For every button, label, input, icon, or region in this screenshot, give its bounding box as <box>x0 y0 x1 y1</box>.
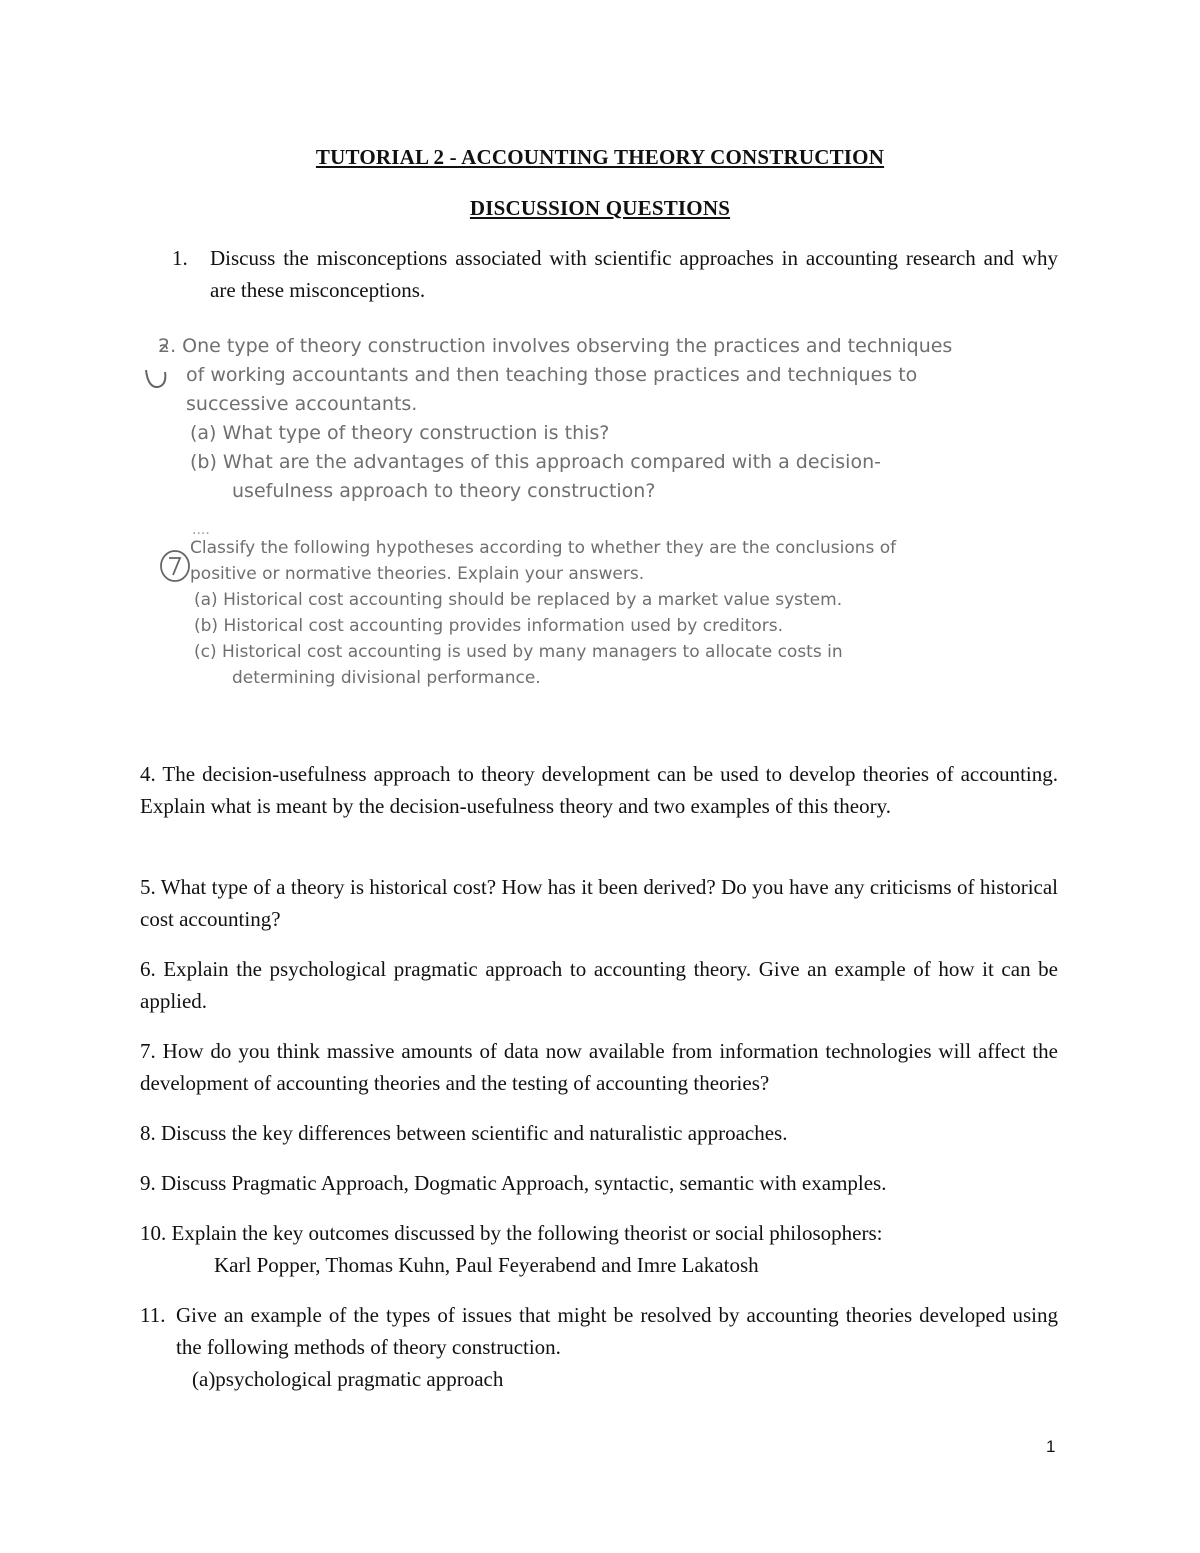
question-10 <box>140 1217 1058 1281</box>
page-title: TUTORIAL 2 - ACCOUNTING THEORY CONSTRUCTION <box>315 145 885 169</box>
scanned-question-2 <box>150 332 1050 506</box>
question-6: 6. Explain the psychological pragmatic approach to accounting theory. Give an example of how it can be applied. <box>140 957 1058 1013</box>
question-1-text: Discuss the misconceptions associated with scientific approaches in accounting research and why are these misconceptions. <box>210 246 1058 302</box>
question-10-names: Karl Popper, Thomas Kuhn, Paul Feyerabend and Imre Lakatosh <box>214 1253 759 1277</box>
scan-q2-line: 2. One type of theory construction involves observing the practices and techniques <box>158 335 953 357</box>
section-heading: DISCUSSION QUESTIONS <box>469 196 731 220</box>
question-11-item-a: (a)psychological pragmatic approach <box>192 1367 504 1391</box>
scan-q3-line: positive or normative theories. Explain your answers. <box>190 564 645 584</box>
question-8: 8. Discuss the key differences between scientific and naturalistic approaches. <box>140 1121 788 1145</box>
question-11-body: Give an example of the types of issues that might be resolved by accounting theories developed using the following methods of theory construction. <box>176 1303 1058 1359</box>
page-number: 1 <box>1046 1437 1056 1456</box>
question-4: 4. The decision-usefulness approach to theory development can be used to develop theories of accounting. Explain what is meant by the decision-usefulness theory and two examples of this theory. <box>140 762 1058 818</box>
scan-q3-line: (b) Historical cost accounting provides information used by creditors. <box>194 616 783 636</box>
scan-q2-line: of working accountants and then teaching those practices and techniques to <box>186 364 918 386</box>
question-11-number: 11. <box>140 1303 166 1327</box>
scan-q3-line: determining divisional performance. <box>232 668 541 688</box>
scan-q3-line: (a) Historical cost accounting should be replaced by a market value system. <box>194 590 843 610</box>
scan-q2-line: successive accountants. <box>186 393 418 415</box>
scan-q3-line: Classify the following hypotheses according to whether they are the conclusions of <box>190 538 897 558</box>
question-5: 5. What type of a theory is historical cost? How has it been derived? Do you have any criticisms of historical cost accounting? <box>140 875 1058 931</box>
scan-dots: .... <box>192 522 210 538</box>
question-1-number: 1. <box>172 246 188 270</box>
scan-q2-line: (a) What type of theory construction is this? <box>190 422 610 444</box>
question-9: 9. Discuss Pragmatic Approach, Dogmatic Approach, syntactic, semantic with examples. <box>140 1171 887 1195</box>
question-11 <box>140 1299 1058 1395</box>
scan-q2-line: (b) What are the advantages of this approach compared with a decision- <box>190 451 881 473</box>
question-7: 7. How do you think massive amounts of data now available from information technologies will affect the development of accounting theories and the testing of accounting theories? <box>140 1039 1058 1095</box>
scan-q2-line: usefulness approach to theory construction? <box>232 480 656 502</box>
scanned-question-3 <box>150 535 1050 691</box>
question-11-text <box>176 1299 1058 1395</box>
scan-q3-line: (c) Historical cost accounting is used by many managers to allocate costs in <box>194 642 843 662</box>
question-1 <box>172 242 1058 306</box>
question-10-text: 10. Explain the key outcomes discussed by the following theorist or social philosophers: <box>140 1221 883 1245</box>
